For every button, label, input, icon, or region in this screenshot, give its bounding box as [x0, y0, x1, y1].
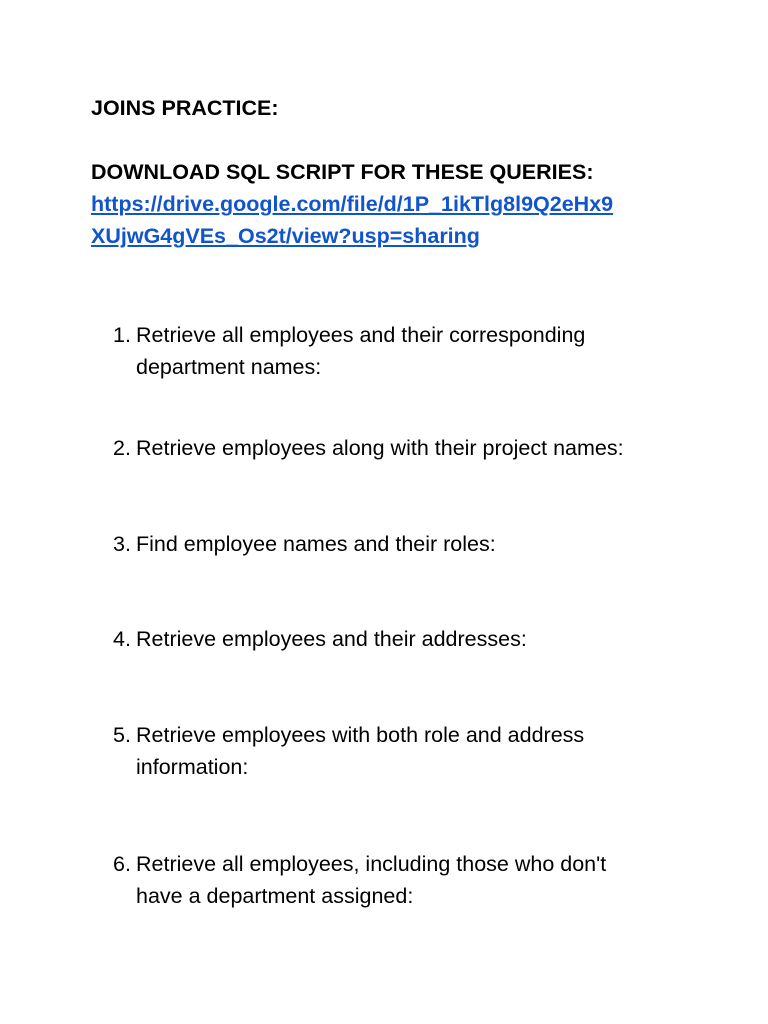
list-item-text: have a department assigned:: [136, 884, 414, 908]
list-item-number: 2.: [113, 436, 131, 460]
list-item: [113, 848, 713, 912]
list-item: [113, 623, 713, 655]
download-heading: DOWNLOAD SQL SCRIPT FOR THESE QUERIES:: [91, 160, 594, 184]
list-item: [113, 528, 713, 560]
list-item-text: Retrieve all employees and their corresponding: [136, 323, 586, 347]
list-item-number: 6.: [113, 852, 131, 876]
list-item-text: Find employee names and their roles:: [136, 532, 496, 556]
sql-script-link-line-1[interactable]: https://drive.google.com/file/d/1P_1ikTlg8l9Q2eHx9: [91, 192, 614, 216]
list-item-number: 3.: [113, 532, 131, 556]
list-item-text: Retrieve all employees, including those who don't: [136, 852, 607, 876]
list-item-text: information:: [136, 755, 249, 779]
list-item-number: 5.: [113, 723, 131, 747]
list-item: [113, 432, 713, 464]
list-item-number: 4.: [113, 627, 131, 651]
page-title: JOINS PRACTICE:: [91, 96, 279, 120]
list-item-text: department names:: [136, 355, 322, 379]
sql-script-link-line-2[interactable]: XUjwG4gVEs_Os2t/view?usp=sharing: [91, 224, 480, 248]
list-item-text: Retrieve employees with both role and address: [136, 723, 585, 747]
sql-script-link[interactable]: [91, 188, 691, 252]
list-item-number: 1.: [113, 323, 131, 347]
list-item: [113, 319, 713, 383]
list-item-text: Retrieve employees along with their project names:: [136, 436, 624, 460]
list-item-text: Retrieve employees and their addresses:: [136, 627, 527, 651]
list-item: [113, 719, 713, 783]
